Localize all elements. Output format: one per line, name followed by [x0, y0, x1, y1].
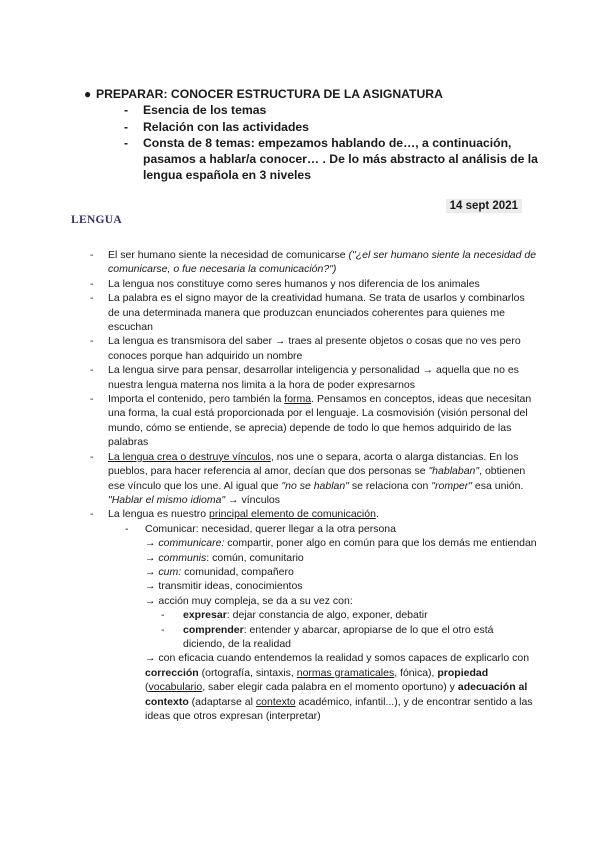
text-run: se relaciona con — [348, 479, 432, 492]
item-text: La lengua nos constituye como seres humanos y nos diferencia de los animales — [108, 277, 480, 290]
bold-term: adecuación al contexto — [145, 681, 528, 708]
dash-marker: - — [90, 450, 94, 463]
top-bullet — [84, 86, 544, 102]
text-run: comunidad, compañero — [181, 565, 294, 578]
bold-term: propiedad — [437, 666, 489, 679]
dash-marker: - — [90, 249, 94, 261]
dash-marker: - — [90, 508, 94, 521]
underlined-term: contexto — [255, 695, 296, 708]
bold-term: corrección — [145, 666, 199, 679]
item-text — [108, 450, 538, 508]
item-text — [183, 623, 538, 652]
list-item — [124, 119, 544, 135]
text-run: : común, comunitario — [206, 551, 304, 564]
text-run: ( — [145, 681, 149, 694]
comunicar-details — [125, 536, 538, 723]
list-item — [90, 363, 538, 392]
text-run: (ortografía, sintaxis, — [198, 666, 297, 679]
arrow-line — [145, 565, 538, 579]
item-text — [108, 507, 538, 521]
text-run: , fónica), — [394, 666, 438, 679]
italic-quote: "no se hablan" — [281, 479, 349, 492]
list-item — [124, 102, 544, 118]
latin-term: cum: — [158, 565, 182, 578]
text-run: , saber elegir cada palabra en el momento oportuno) y — [202, 681, 458, 694]
comunicar-block — [125, 522, 538, 724]
arrow-glyph: → — [145, 537, 159, 550]
arrow-glyph: → — [145, 565, 159, 578]
item-text — [108, 248, 538, 277]
subitem-text: Relación con las actividades — [143, 119, 309, 134]
list-item — [90, 392, 538, 450]
bold-term: expresar — [183, 609, 227, 622]
dash-marker: - — [124, 119, 129, 134]
list-item — [125, 522, 538, 536]
latin-term: communis — [158, 551, 207, 564]
underlined-term: forma — [284, 393, 312, 406]
arrow-line: → acción muy compleja, se da a su vez con: — [145, 594, 353, 607]
arrow-line — [145, 536, 538, 550]
italic-quote: ("¿el ser humano siente la necesidad de comunicarse, o fue necesaria la comunicación?") — [108, 249, 537, 276]
text-run: (adaptarse al — [188, 695, 256, 708]
underlined-term: principal elemento de comunicación — [209, 508, 376, 521]
dash-marker: - — [90, 335, 94, 348]
preparar-heading: PREPARAR: CONOCER ESTRUCTURA DE LA ASIGNATURA — [96, 87, 443, 101]
dash-marker: - — [124, 103, 129, 118]
dash-marker: - — [90, 364, 94, 377]
preparar-block — [84, 86, 544, 184]
text-run: La lengua es nuestro — [108, 508, 209, 521]
text-run: académico, infantil...), y de encontrar sentido a las ideas que otros expresan (interpretar) — [145, 695, 533, 722]
dash-marker: - — [90, 277, 94, 290]
list-item — [90, 334, 538, 363]
item-text: La lengua es transmisora del saber → traes al presente objetos o cosas que no ves pero conoces porque han adquirido un nombre — [108, 335, 521, 362]
dash-marker: - — [125, 522, 129, 535]
underlined-term: La lengua crea o destruye vínculos — [108, 450, 271, 463]
text-run: compartir, poner algo en común para que los demás me entiendan — [224, 537, 537, 550]
list-item — [161, 623, 538, 652]
item-text — [183, 608, 538, 622]
indent-spacer — [125, 536, 145, 723]
subitem-text: Consta de 8 temas: empezamos hablando de…, a continuación, pasamos a hablar/a conocer… . De lo más abstracto al análisis de la lengua española en 3 niveles — [143, 135, 538, 183]
list-item — [90, 507, 538, 521]
notes-list — [90, 248, 538, 723]
text-run: . Pensamos en conceptos, ideas que necesitan una forma, la cual está proporcionada por el lenguaje. La cosmovisión (visión personal del mundo, cómo se entiende, se aprecia) depende de todo lo que hemos adquirido de las palabras — [108, 393, 532, 449]
dash-marker: - — [90, 292, 94, 305]
dash-marker: - — [161, 609, 165, 622]
list-item — [90, 277, 538, 291]
arrow-line: → transmitir ideas, conocimientos — [145, 580, 303, 593]
text-run: : dejar constancia de algo, exponer, debatir — [226, 609, 428, 622]
preparar-subitems — [124, 102, 544, 183]
list-item — [90, 291, 538, 334]
item-text: La lengua sirve para pensar, desarrollar inteligencia y personalidad → aquella que no es nuestra lengua materna nos limita a la hora de poder expresarnos — [108, 364, 519, 391]
text-run: → vínculos — [225, 493, 281, 506]
dash-marker: - — [124, 135, 129, 150]
item-text: La palabra es el signo mayor de la creatividad humana. Se trata de usarlos y combinarlos de una determinada manera que produzcan enunciados coherentes para quienes me escuchan — [108, 292, 525, 334]
italic-quote: "Hablar el mismo idioma" — [108, 493, 226, 506]
latin-term: communicare: — [158, 537, 225, 550]
text-run: , nos une o separa, acorta o alarga distancias. En los pueblos, para hacer referencia al amor, decían que dos personas se — [108, 450, 519, 478]
text-run: El ser humano siente la necesidad de comunicarse — [108, 249, 349, 261]
text-run: → con eficacia cuando entendemos la realidad y somos capaces de explicarlo con — [145, 652, 530, 665]
list-item — [124, 135, 544, 184]
dash-marker: - — [161, 623, 165, 636]
list-item — [90, 450, 538, 508]
text-run: , obtienen ese vínculo que los une. Al igual que — [108, 465, 526, 492]
section-heading: LENGUA — [71, 214, 123, 226]
arrow-line-final — [145, 651, 538, 723]
subitem-text: Esencia de los temas — [143, 103, 267, 118]
italic-quote: "romper" — [431, 479, 472, 492]
sub-sub-list — [161, 608, 538, 651]
underlined-term: normas gramaticales — [296, 666, 395, 679]
underlined-term: vocabulario — [148, 681, 203, 694]
text-run: Importa el contenido, pero también la — [108, 393, 285, 406]
arrow-line — [145, 551, 538, 565]
item-text — [108, 392, 538, 450]
text-run: . — [375, 508, 379, 521]
comunicar-lines — [145, 536, 538, 723]
text-run: : entender y abarcar, apropiarse de lo que el otro está diciendo, de la realidad — [183, 623, 494, 650]
list-item — [161, 608, 538, 622]
text-run: esa unión. — [472, 479, 524, 492]
arrow-glyph: → — [145, 551, 159, 564]
comunicar-head: Comunicar: necesidad, querer llegar a la otra persona — [145, 522, 396, 535]
list-item — [90, 248, 538, 277]
date-badge: 14 sept 2021 — [446, 199, 522, 213]
bullet-dot: ● — [84, 87, 92, 101]
bold-term: comprender — [183, 623, 244, 636]
dash-marker: - — [90, 393, 94, 406]
italic-quote: "hablaban" — [428, 465, 480, 478]
